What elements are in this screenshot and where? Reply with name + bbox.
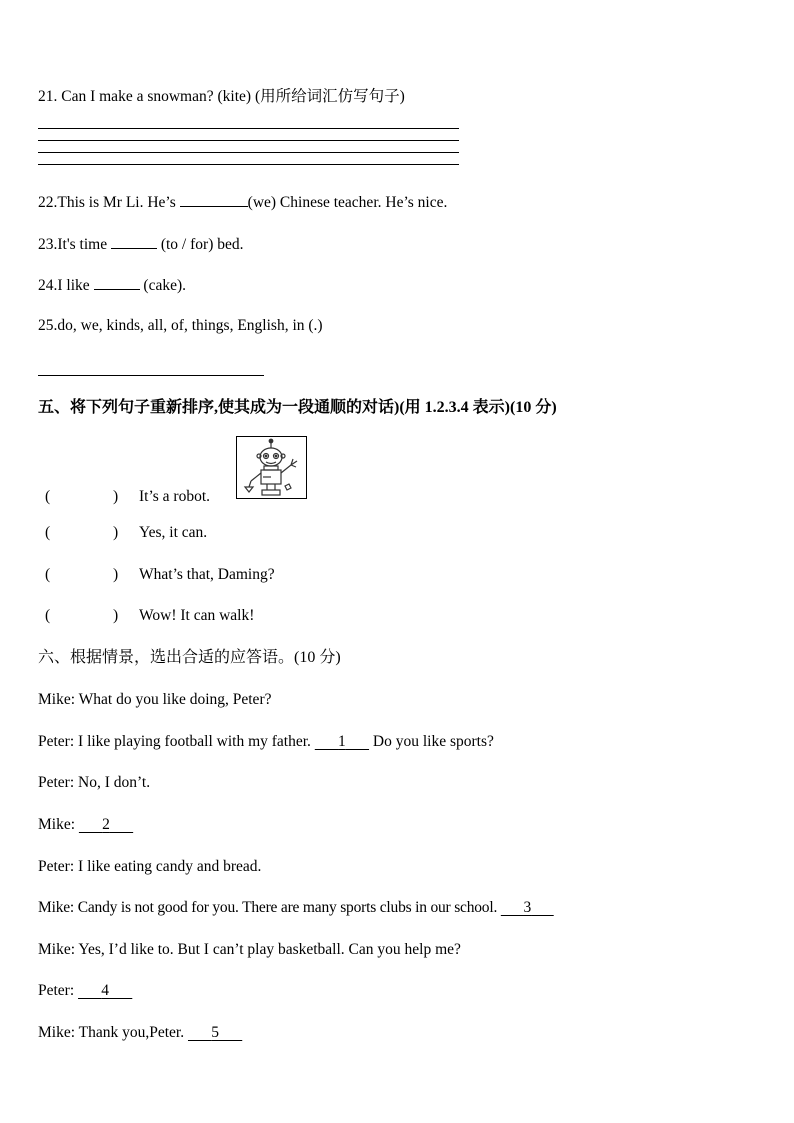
question-24 (38, 274, 186, 296)
question-text-after: (we) Chinese teacher. He’s nice. (247, 194, 448, 211)
question-number: 21. (38, 88, 58, 105)
dialogue-line (38, 815, 133, 835)
answer-blank[interactable]: 1 (338, 733, 346, 750)
answer-line[interactable] (38, 128, 459, 129)
question-text-after: (to / for) bed. (160, 236, 244, 253)
question-number: 24. (38, 277, 58, 294)
dialogue-line (38, 940, 461, 960)
speaker: Mike: (38, 816, 76, 833)
dialogue-line (38, 690, 271, 710)
fill-blank[interactable] (180, 191, 248, 207)
dialogue-text: I like eating candy and bread. (78, 858, 262, 875)
answer-line[interactable] (38, 375, 264, 376)
ordering-sentence: It’s a robot. (139, 488, 211, 505)
question-instruction: (用所给词汇仿写句子) (254, 88, 405, 105)
question-text: Can I make a snowman? (kite) (61, 88, 252, 105)
question-text-after: (cake). (143, 277, 186, 294)
section-5-title: 五、将下列句子重新排序,使其成为一段通顺的对话)(用 1.2.3.4 表示)(10 分) (38, 399, 557, 416)
speaker: Peter: (38, 982, 75, 999)
question-text-before: I like (57, 277, 90, 294)
answer-blank[interactable]: 3 (523, 899, 532, 916)
answer-line[interactable] (38, 140, 459, 141)
dialogue-line (38, 1023, 242, 1043)
question-21 (38, 87, 405, 107)
speaker: Mike: (38, 691, 76, 708)
fill-blank[interactable] (111, 233, 157, 249)
question-25 (38, 316, 323, 336)
question-text: do, we, kinds, all, of, things, English, in (.) (57, 317, 323, 334)
speaker: Peter: (38, 858, 75, 875)
question-text-before: This is Mr Li. He’s (57, 194, 176, 211)
section-6-title: 六、根据情景，选出合适的应答语。(10 分) (38, 649, 341, 666)
speaker: Peter: (38, 774, 75, 791)
dialogue-text: No, I don’t. (78, 774, 151, 791)
ordering-sentence: Yes, it can. (139, 524, 208, 541)
dialogue-line (38, 857, 261, 877)
question-number: 23. (38, 236, 58, 253)
answer-blank[interactable]: 5 (211, 1024, 219, 1041)
dialogue-text: I like playing football with my father. (78, 733, 311, 750)
dialogue-line (38, 732, 494, 752)
question-23 (38, 233, 243, 255)
speaker: Mike: (38, 1024, 76, 1041)
question-number: 22. (38, 194, 58, 211)
fill-blank[interactable] (94, 274, 140, 290)
question-text-before: It's time (57, 236, 108, 253)
answer-line[interactable] (38, 152, 459, 153)
question-number: 25. (38, 317, 58, 334)
robot-icon (237, 437, 308, 500)
dialogue-text: Candy is not good for you. There are many sports clubs in our school. (77, 899, 498, 916)
speaker: Mike: (38, 899, 75, 916)
ordering-sentence: Wow! It can walk! (139, 607, 255, 624)
ordering-sentence: What’s that, Daming? (139, 566, 275, 583)
answer-blank[interactable]: 2 (102, 816, 110, 833)
dialogue-line (38, 773, 150, 793)
dialogue-line (38, 898, 554, 918)
dialogue-text-after: Do you like sports? (372, 733, 494, 750)
dialogue-line (38, 981, 132, 1001)
speaker: Mike: (38, 941, 76, 958)
speaker: Peter: (38, 733, 75, 750)
question-22 (38, 191, 447, 213)
robot-picture (236, 436, 307, 499)
answer-blank[interactable]: 4 (101, 982, 110, 999)
answer-line[interactable] (38, 164, 459, 165)
dialogue-text: Thank you,Peter. (78, 1024, 185, 1041)
dialogue-text: Yes, I’d like to. But I can’t play basketball. Can you help me? (78, 941, 461, 958)
dialogue-text: What do you like doing, Peter? (78, 691, 272, 708)
